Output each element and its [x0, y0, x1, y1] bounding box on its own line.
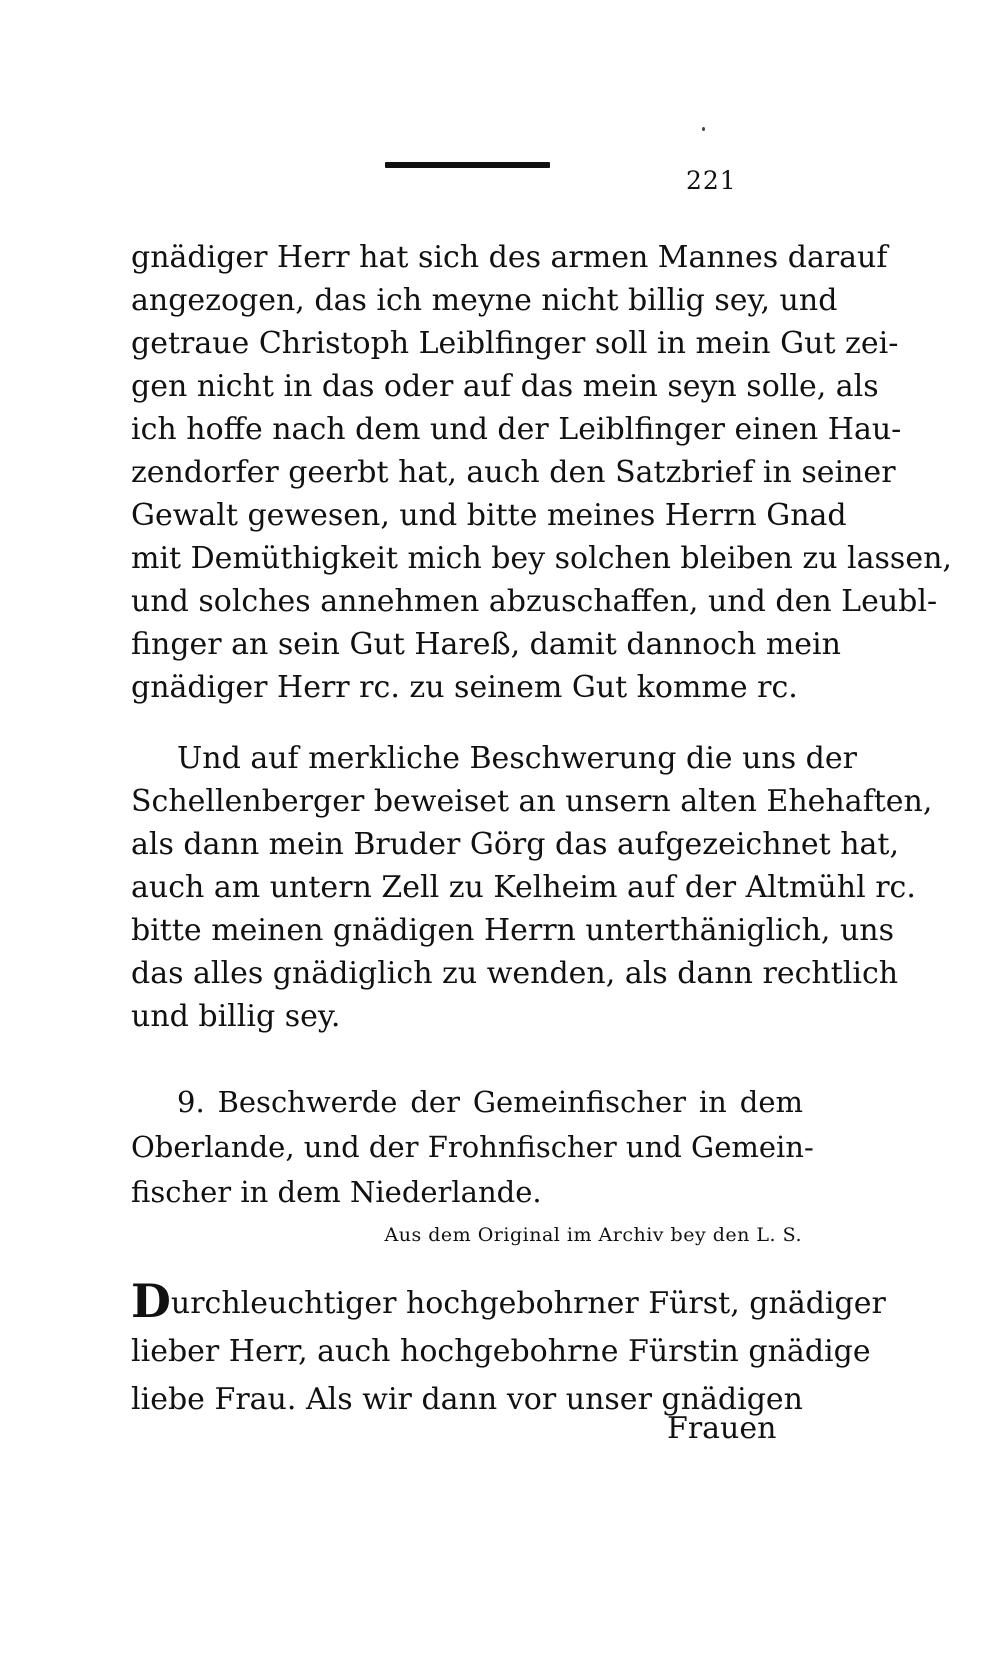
- text-line: getraue Christoph Leiblfinger soll in mein Gut zei-: [131, 326, 899, 361]
- paragraph-1: [131, 236, 952, 709]
- ink-speck: [702, 127, 705, 131]
- heading-line: 9. Beschwerde der Gemeinfischer in dem: [177, 1085, 803, 1119]
- text-line: finger an sein Gut Hareß, damit dannoch mein: [131, 627, 841, 662]
- header-rule: [385, 162, 550, 168]
- paragraph-2: [131, 737, 933, 1038]
- text-line: Schellenberger beweiset an unsern alten Ehehaften,: [131, 784, 933, 819]
- heading-line: fischer in dem Niederlande.: [131, 1175, 542, 1209]
- text-line: gnädiger Herr rc. zu seinem Gut komme rc.: [131, 670, 798, 705]
- heading-line: Oberlande, und der Frohnfischer und Gemein-: [131, 1130, 814, 1164]
- catchword: Frauen: [667, 1411, 777, 1446]
- text-line: auch am untern Zell zu Kelheim auf der Altmühl rc.: [131, 870, 916, 905]
- text-line: mit Demüthigkeit mich bey solchen bleiben zu lassen,: [131, 541, 952, 576]
- text-line: ich hoffe nach dem und der Leiblfinger einen Hau-: [131, 412, 902, 447]
- text-line: gen nicht in das oder auf das mein seyn solle, als: [131, 369, 879, 404]
- text-line: liebe Frau. Als wir dann vor unser gnädigen: [131, 1382, 803, 1417]
- text-line: das alles gnädiglich zu wenden, als dann rechtlich: [131, 956, 899, 991]
- text-line: lieber Herr, auch hochgebohrne Fürstin gnädige: [131, 1334, 871, 1369]
- text-line: Und auf merkliche Beschwerung die uns der: [177, 741, 857, 776]
- page-number: 221: [686, 166, 737, 195]
- text-line: Gewalt gewesen, und bitte meines Herrn Gnad: [131, 498, 847, 533]
- text-line: angezogen, das ich meyne nicht billig sey, und: [131, 283, 838, 318]
- text-line: bitte meinen gnädigen Herrn unterthäniglich, uns: [131, 913, 895, 948]
- text-line: und billig sey.: [131, 999, 341, 1034]
- paragraph-3: [131, 1274, 886, 1424]
- text-line: zendorfer geerbt hat, auch den Satzbrief in seiner: [131, 455, 896, 490]
- text-line: gnädiger Herr hat sich des armen Mannes darauf: [131, 240, 888, 275]
- section-heading: [131, 1080, 814, 1215]
- source-note: Aus dem Original im Archiv bey den L. S.: [384, 1224, 802, 1246]
- text-line: und solches annehmen abzuschaffen, und den Leubl-: [131, 584, 938, 619]
- text-line: als dann mein Bruder Görg das aufgezeichnet hat,: [131, 827, 900, 862]
- drop-cap: D: [131, 1274, 171, 1328]
- text-line: [131, 1274, 886, 1328]
- first-line-text: urchleuchtiger hochgebohrner Fürst, gnädiger: [170, 1286, 886, 1321]
